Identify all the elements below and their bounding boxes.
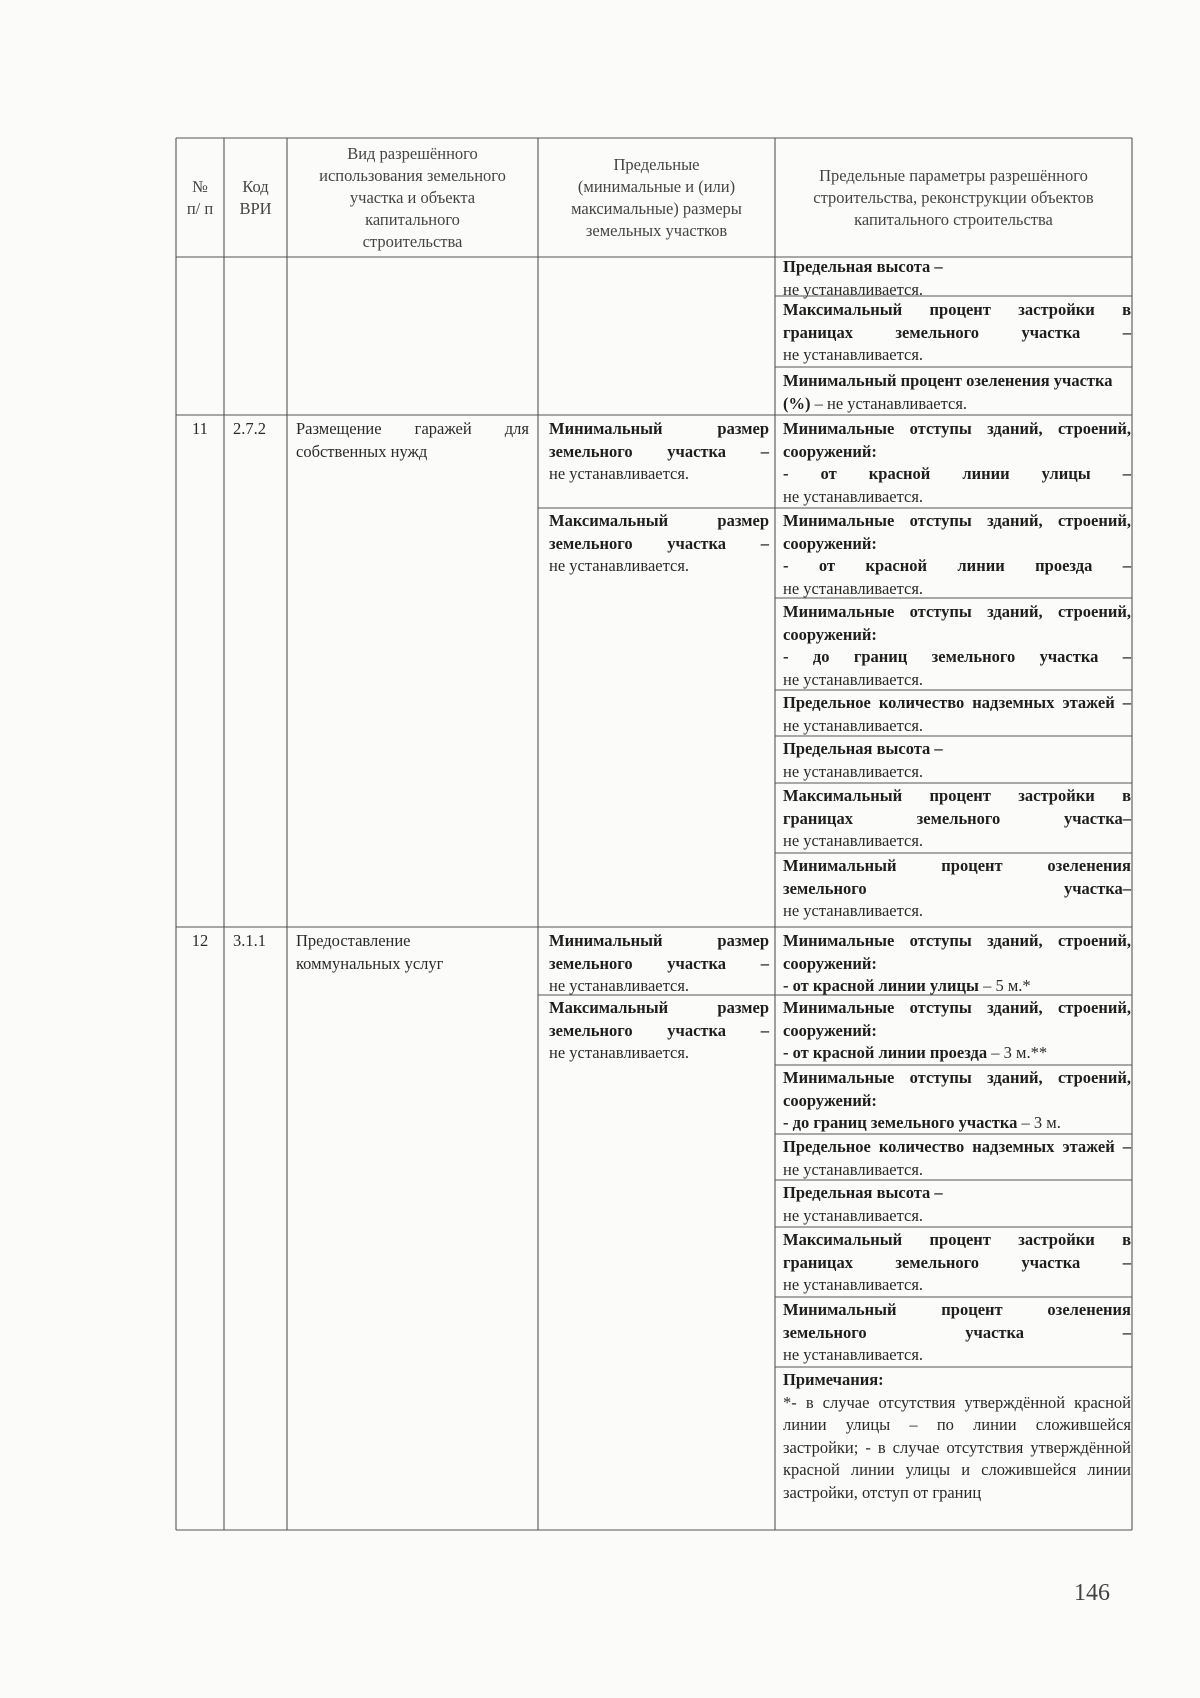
header-code: Код ВРИ: [239, 176, 272, 218]
row-12-notes: Примечания: *- в случае отсутствия утверждённой красной линии улицы – по линии сложившейся застройки; - в случае отсутствия утверждённой красной линии улицы и сложившейся линии застройки, отступ от границ: [783, 1370, 1131, 1502]
row-12-floors: Предельное количество надземных этажей – не устанавливается.: [783, 1137, 1131, 1179]
page-number: 146: [1074, 1580, 1110, 1606]
row-12-setback-street: Минимальные отступы зданий, строений, сооружений: - от красной линии улицы – 5 м.*: [783, 931, 1131, 995]
row-11-max-build: Максимальный процент застройки в границах земельного участка– не устанавливается.: [783, 786, 1131, 850]
row-11-setback-driveway: Минимальные отступы зданий, строений, сооружений: - от красной линии проезда – не устанавливается.: [783, 511, 1131, 598]
row-12-height: Предельная высота – не устанавливается.: [783, 1183, 943, 1225]
row-11-setback-border: Минимальные отступы зданий, строений, сооружений: - до границ земельного участка – не устанавливается.: [783, 602, 1131, 689]
continued-max-build: Максимальный процент застройки в границах земельного участка – не устанавливается.: [783, 300, 1131, 364]
continued-height: Предельная высота – не устанавливается.: [783, 257, 943, 299]
header-use-type: Вид разрешённого использования земельного участка и объекта капитального строительства: [319, 143, 506, 251]
row-11-max-size: Максимальный размер земельного участка – не устанавливается.: [549, 511, 769, 575]
row-11-num: 11: [192, 419, 208, 438]
row-12-max-build: Максимальный процент застройки в границах земельного участка – не устанавливается.: [783, 1230, 1131, 1294]
row-12-min-size: Минимальный размер земельного участка – не устанавливается.: [549, 931, 769, 995]
row-12-use-type: Предоставление коммунальных услуг: [296, 931, 444, 973]
row-11-min-green: Минимальный процент озеленения земельного участка– не устанавливается.: [783, 856, 1131, 920]
row-12-min-green: Минимальный процент озеленения земельного участка – не устанавливается.: [783, 1300, 1131, 1364]
row-11-min-size: Минимальный размер земельного участка – не устанавливается.: [549, 419, 769, 483]
continued-min-green: Минимальный процент озеленения участка (%) – не устанавливается.: [783, 371, 1113, 413]
header-num: № п/ п: [186, 176, 214, 218]
row-12-max-size: Максимальный размер земельного участка – не устанавливается.: [549, 998, 769, 1062]
header-plot-sizes: Предельные (минимальные и (или) максимальные) размеры земельных участков: [571, 154, 742, 240]
row-12-setback-driveway: Минимальные отступы зданий, строений, сооружений: - от красной линии проезда – 3 м.**: [783, 998, 1131, 1062]
row-11-setback-street: Минимальные отступы зданий, строений, сооружений: - от красной линии улицы – не устанавливается.: [783, 419, 1131, 506]
row-12-setback-border: Минимальные отступы зданий, строений, сооружений: - до границ земельного участка – 3 м.: [783, 1068, 1131, 1132]
header-params: Предельные параметры разрешённого строительства, реконструкции объектов капитального строительства: [813, 165, 1094, 229]
row-11-use-type: Размещение гаражей для собственных нужд: [296, 419, 529, 461]
row-11-code: 2.7.2: [233, 419, 266, 438]
row-11-floors: Предельное количество надземных этажей – не устанавливается.: [783, 693, 1131, 735]
row-12-num: 12: [191, 931, 209, 950]
row-11-height: Предельная высота – не устанавливается.: [783, 739, 943, 781]
row-12-code: 3.1.1: [233, 931, 266, 950]
